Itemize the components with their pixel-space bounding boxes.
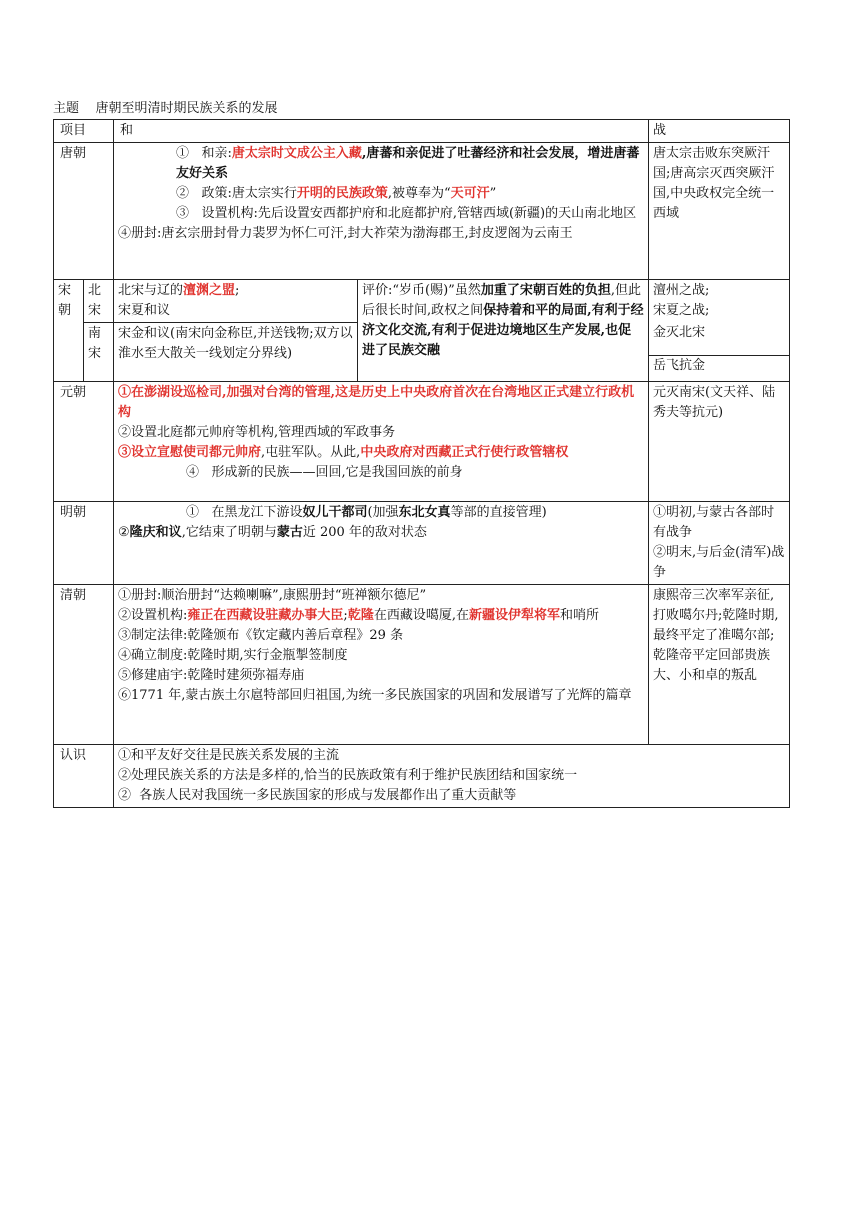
- qing-item-5: ⑤修建庙宇:乾隆时建须弥福寿庙: [118, 668, 305, 683]
- tang-item-3: [118, 204, 644, 224]
- qing-label: 清朝: [54, 585, 114, 745]
- ming-item-2-suffix: 近 200 年的敌对状态: [302, 525, 427, 540]
- qing-item-1: ①册封:顺治册封“达赖喇嘛”,康熙册封“班禅额尔德尼”: [118, 588, 427, 603]
- song-eval-bold-1: 加重了宋朝百姓的负担: [480, 283, 611, 298]
- ming-item-1-bold-2: 东北女真: [398, 505, 451, 520]
- tang-item-1-num: ①: [176, 146, 190, 161]
- ming-war-item-1: ①明初,与蒙古各部时有战争: [653, 505, 775, 540]
- song-war-item-1: 澶州之战;: [653, 283, 710, 298]
- header-item: 项目: [54, 120, 114, 143]
- ming-item-2-bold-2: 蒙古: [276, 525, 303, 540]
- tang-item-2-prefix: 政策:唐太宗实行: [201, 186, 297, 201]
- qing-item-2-mid-2: 在西藏设噶厦,在: [373, 608, 469, 623]
- row-tang: [54, 143, 790, 280]
- song-eval-prefix: 评价:“岁币(赐)”虽然: [362, 283, 481, 298]
- row-yuan: [54, 382, 790, 502]
- qing-item-2: [118, 606, 644, 626]
- qing-item-3: ③制定法律:乾隆颁布《钦定藏内善后章程》29 条: [118, 628, 404, 643]
- tang-item-1-highlight: 唐太宗时文成公主入藏: [231, 146, 362, 161]
- ming-item-2-bold-1: 隆庆和议: [129, 525, 182, 540]
- yuan-item-3: [118, 443, 644, 463]
- yuan-item-3-mid: ,屯驻军队。从此,: [261, 445, 361, 460]
- ming-item-1-num: ①: [186, 505, 200, 520]
- row-ming: [54, 502, 790, 585]
- ming-item-2-mid: ,它结束了明朝与: [181, 525, 277, 540]
- summary-item-1: ①和平友好交往是民族关系发展的主流: [118, 748, 340, 763]
- song-north-line-1: [118, 281, 353, 301]
- qing-peace: [114, 585, 649, 745]
- qing-item-2-highlight-1: 雍正在西藏设驻藏办事大臣: [187, 608, 344, 623]
- ming-war: [649, 502, 790, 585]
- summary-content: [114, 745, 790, 808]
- tang-item-2: [118, 184, 644, 204]
- song-north-line-2: 宋夏和议: [118, 303, 171, 318]
- ming-label: 明朝: [54, 502, 114, 585]
- ming-item-1-bold-1: 奴儿干都司: [302, 505, 368, 520]
- qing-item-2-suffix: 和哨所: [559, 608, 599, 623]
- ming-item-1: [118, 503, 644, 523]
- yuan-item-4: [118, 463, 644, 483]
- row-qing: [54, 585, 790, 745]
- summary-item-2: ②处理民族关系的方法是多样的,恰当的民族政策有利于维护民族团结和国家统一: [118, 768, 578, 783]
- qing-item-6: ⑥1771 年,蒙古族土尔扈特部回归祖国,为统一多民族国家的巩固和发展谱写了光辉的篇章: [118, 688, 632, 703]
- song-war-1: [649, 280, 790, 323]
- tang-peace: [114, 143, 649, 280]
- song-south-label: 南宋: [84, 323, 114, 382]
- tang-item-2-highlight: 开明的民族政策: [296, 186, 388, 201]
- song-south-peace: 宋金和议(南宋向金称臣,并送钱物;双方以淮水至大散关一线划定分界线): [114, 323, 358, 382]
- song-north-suffix: ;: [235, 283, 240, 298]
- document-title: 主题 唐朝至明清时期民族关系的发展: [53, 101, 278, 116]
- tang-item-3-num: ③: [176, 206, 190, 221]
- tang-item-1-bold: ,唐蕃和亲促进了吐蕃经济和社会发展，增进唐蕃友好关系: [176, 146, 640, 181]
- qing-item-2-highlight-2: 乾隆: [347, 608, 374, 623]
- ming-item-1-mid: (加强: [367, 505, 399, 520]
- qing-war: 康熙帝三次率军亲征,打败噶尔丹;乾隆时期,最终平定了准噶尔部;乾隆帝平定回部贵族大、小和卓的叛乱: [649, 585, 790, 745]
- summary-item-3: ② 各族人民对我国统一多民族国家的形成与发展都作出了重大贡献等: [118, 788, 517, 803]
- song-north-peace: [114, 280, 358, 323]
- header-war: 战: [649, 120, 790, 143]
- song-north-label: 北宋: [84, 280, 114, 323]
- yuan-item-3-highlight-2: 中央政府对西藏正式行使行政管辖权: [360, 445, 569, 460]
- tang-war: 唐太宗击败东突厥汗国;唐高宗灭西突厥汗国,中央政权完全统一西域: [649, 143, 790, 280]
- summary-label: 认识: [54, 745, 114, 808]
- song-eval-mid: ,但此后很长时间,政权之间: [362, 283, 641, 318]
- yuan-item-2: ②设置北庭都元帅府等机构,管理西域的军政事务: [118, 425, 396, 440]
- yuan-item-1: ①在澎湖设巡检司,加强对台湾的管理,这是历史上中央政府首次在台湾地区正式建立行政机构: [118, 385, 635, 420]
- song-war-item-2: 宋夏之战;: [653, 303, 710, 318]
- song-eval-bold-2: 保持着和平的局面,有利于经济文化交流,有利于促进边境地区生产发展,也促进了民族交融: [362, 303, 644, 358]
- tang-item-1: [118, 144, 644, 184]
- yuan-war: 元灭南宋(文天祥、陆秀夫等抗元): [649, 382, 790, 502]
- song-evaluation: [358, 280, 649, 382]
- ming-item-1-prefix: 在黑龙江下游设: [211, 505, 303, 520]
- qing-item-2-mid-1: ;: [343, 608, 348, 623]
- yuan-item-4-num: ④: [186, 465, 200, 480]
- ming-item-1-suffix: 等部的直接管理): [450, 505, 547, 520]
- tang-item-4: ④册封:唐玄宗册封骨力裴罗为怀仁可汗,封大祚荣为渤海郡王,封皮逻阁为云南王: [118, 226, 573, 241]
- yuan-item-3-num: ③: [118, 445, 132, 460]
- song-war-yuefei: 岳飞抗金: [649, 355, 789, 376]
- tang-item-2-num: ②: [176, 186, 190, 201]
- yuan-item-3-highlight: 设立宣慰使司都元帅府: [131, 445, 262, 460]
- yuan-label: 元朝: [54, 382, 114, 502]
- header-row: [54, 120, 790, 143]
- tang-item-1-prefix: 和亲:: [201, 146, 232, 161]
- tang-item-2-mid: ,被尊奉为“: [387, 186, 451, 201]
- song-north-prefix: 北宋与辽的: [118, 283, 184, 298]
- song-label: 宋朝: [54, 280, 84, 382]
- tang-item-3-text: 设置机构:先后设置安西都护府和北庭都护府,管辖西域(新疆)的天山南北地区: [201, 206, 637, 221]
- ming-item-2-num: ②: [118, 525, 130, 540]
- song-war-2-cell: [649, 323, 790, 382]
- yuan-peace: [114, 382, 649, 502]
- yuan-item-4-text: 形成新的民族——回回,它是我国回族的前身: [211, 465, 463, 480]
- row-song-north: [54, 280, 790, 323]
- tang-item-2-highlight-2: 天可汗: [450, 186, 490, 201]
- qing-item-2-prefix: ②设置机构:: [118, 608, 188, 623]
- ming-item-2: [118, 523, 644, 543]
- tang-label: 唐朝: [54, 143, 114, 280]
- tang-item-2-suffix: ”: [489, 186, 497, 201]
- qing-item-2-highlight-3: 新疆设伊犁将军: [468, 608, 560, 623]
- qing-item-4: ④确立制度:乾隆时期,实行金瓶掣签制度: [118, 648, 348, 663]
- song-war-item-3: 金灭北宋: [653, 324, 706, 340]
- song-north-highlight: 澶渊之盟: [183, 283, 236, 298]
- ming-peace: [114, 502, 649, 585]
- ethnic-relations-table: [53, 119, 790, 808]
- ming-war-item-2: ②明末,与后金(清军)战争: [653, 545, 785, 580]
- row-summary: [54, 745, 790, 808]
- header-peace: 和: [114, 120, 649, 143]
